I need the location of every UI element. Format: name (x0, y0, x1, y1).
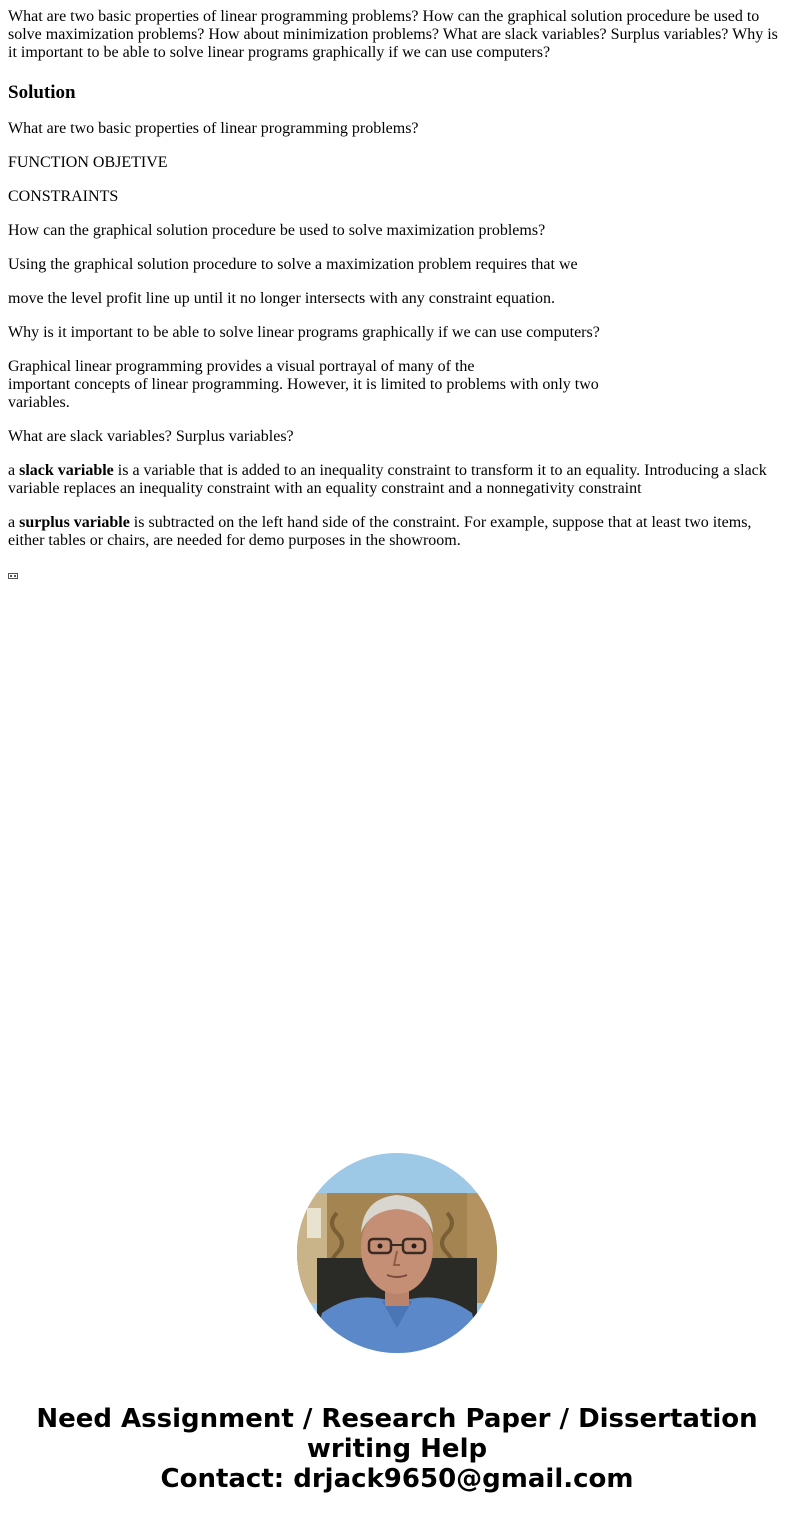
answer-line-constraints: CONSTRAINTS (8, 188, 119, 205)
answer-question-1: What are two basic properties of linear programming problems? (8, 120, 419, 137)
broken-image-icon (8, 573, 18, 579)
slack-prefix: a (8, 462, 20, 479)
graphical-line-1: Graphical linear programming provides a visual portrayal of many of the (8, 358, 475, 375)
slack-term: slack variable (19, 462, 114, 479)
answer-line-maximization-2: move the level profit line up until it no longer intersects with any constraint equation. (8, 290, 555, 307)
answer-line-maximization-1: Using the graphical solution procedure to solve a maximization problem requires that we (8, 256, 578, 273)
solution-heading: Solution (8, 82, 76, 103)
graphical-line-2: important concepts of linear programming. However, it is limited to problems with only two (8, 376, 599, 393)
question-text: What are two basic properties of linear programming problems? How can the graphical solution procedure be used to solve maximization problems? How about minimization problems? What are slack variables? Surplus variables? Why is it important to be able to solve linear programs graphically if we can use computers? (8, 8, 778, 61)
slack-variable-definition (8, 462, 786, 498)
graphical-line-3: variables. (8, 394, 70, 411)
slack-rest: is a variable that is added to an inequality constraint to transform it to an equality. Introducing a slack variable replaces an inequality constraint with an equality constraint and a nonnegativity constraint (8, 462, 767, 497)
promo-line-1: Need Assignment / Research Paper / Dissertation (36, 1404, 758, 1434)
promo-contact: Contact: drjack9650@gmail.com (160, 1464, 634, 1494)
answer-question-2: How can the graphical solution procedure be used to solve maximization problems? (8, 222, 546, 239)
promo-banner (0, 1404, 794, 1494)
answer-graphical-explanation (8, 358, 786, 412)
document-body (8, 8, 786, 584)
author-avatar (297, 1153, 497, 1353)
surplus-prefix: a (8, 514, 20, 531)
author-portrait (297, 1153, 497, 1353)
surplus-variable-definition (8, 514, 786, 550)
answer-line-objective: FUNCTION OBJETIVE (8, 154, 168, 171)
surplus-rest: is subtracted on the left hand side of the constraint. For example, suppose that at least two items, either tables or chairs, are needed for demo purposes in the showroom. (8, 514, 752, 549)
answer-question-4: What are slack variables? Surplus variables? (8, 428, 294, 445)
answer-question-3: Why is it important to be able to solve linear programs graphically if we can use computers? (8, 324, 600, 341)
promo-line-2: writing Help (306, 1434, 488, 1464)
surplus-term: surplus variable (19, 514, 130, 531)
